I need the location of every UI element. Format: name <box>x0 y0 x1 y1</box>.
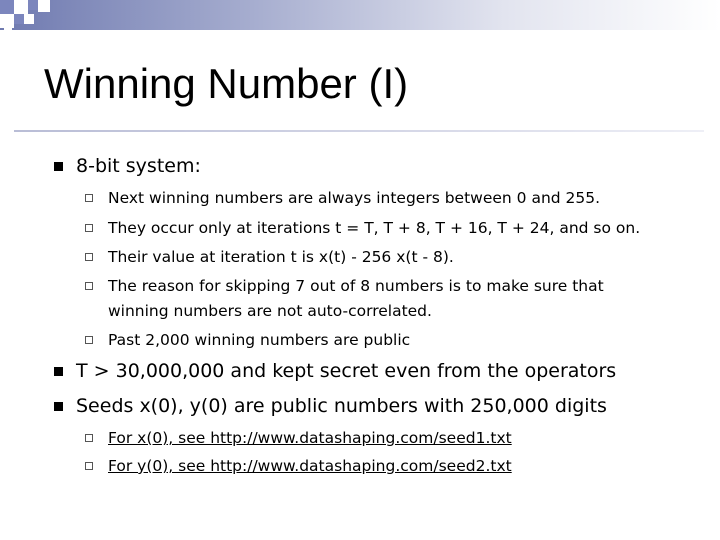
bullet-text: 8-bit system: <box>76 155 201 177</box>
hollow-square-bullet-icon <box>85 224 93 232</box>
square-bullet-icon <box>54 367 63 376</box>
hollow-square-bullet-icon <box>85 336 93 344</box>
slide-title: Winning Number (I) <box>44 60 409 107</box>
sub-bullet-text: Next winning numbers are always integers between 0 and 255. <box>108 189 601 207</box>
bullet-text: T > 30,000,000 and kept secret even from the operators <box>76 360 617 382</box>
seed1-link[interactable]: For x(0), see http://www.datashaping.com/seed1.txt <box>108 429 512 447</box>
header-bar <box>0 0 720 30</box>
title-divider <box>14 130 704 132</box>
sub-bullet-text: Their value at iteration t is x(t) - 256 x(t - 8). <box>108 248 454 266</box>
hollow-square-bullet-icon <box>85 282 93 290</box>
seed2-link[interactable]: For y(0), see http://www.datashaping.com/seed2.txt <box>108 457 512 475</box>
hollow-square-bullet-icon <box>85 434 93 442</box>
sub-bullet-text: The reason for skipping 7 out of 8 numbers is to make sure that winning numbers are not auto-correlated. <box>108 277 604 320</box>
sub-bullet-text: They occur only at iterations t = T, T + 8, T + 16, T + 24, and so on. <box>108 219 641 237</box>
square-bullet-icon <box>54 402 63 411</box>
square-bullet-icon <box>54 162 63 171</box>
hollow-square-bullet-icon <box>85 253 93 261</box>
hollow-square-bullet-icon <box>85 462 93 470</box>
hollow-square-bullet-icon <box>85 194 93 202</box>
bullet-text: Seeds x(0), y(0) are public numbers with 250,000 digits <box>76 395 607 417</box>
sub-bullet-text: Past 2,000 winning numbers are public <box>108 331 411 349</box>
